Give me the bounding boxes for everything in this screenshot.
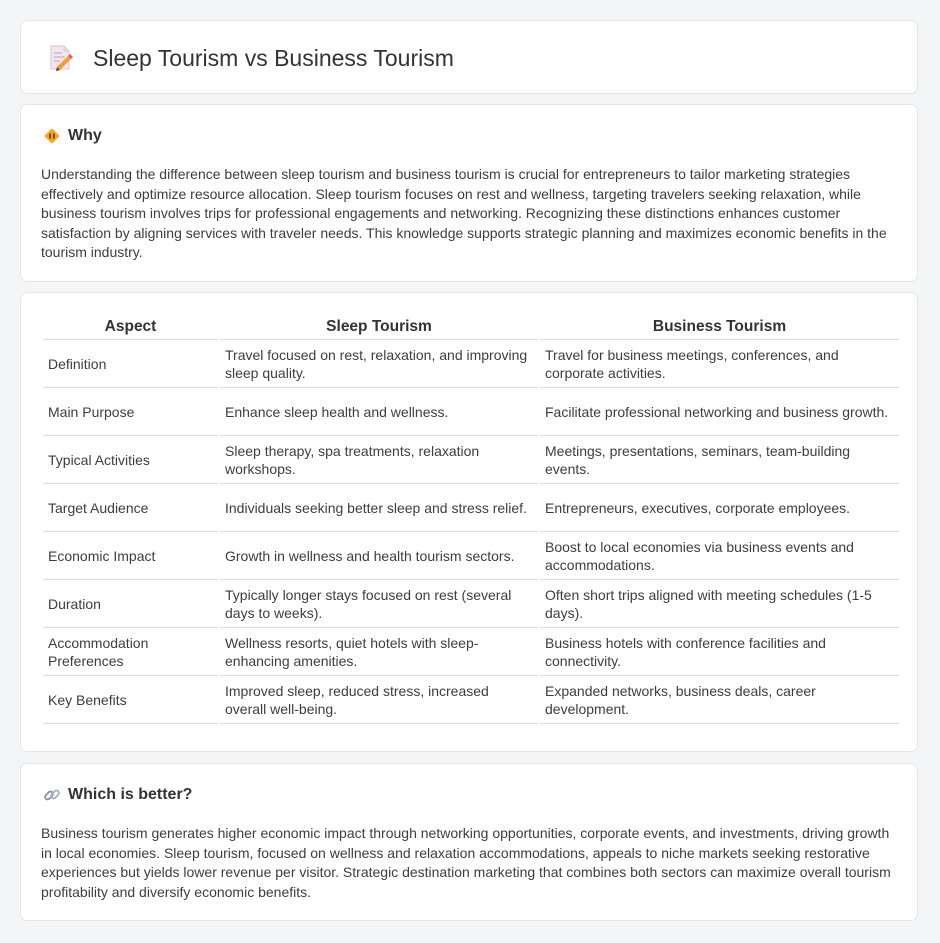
table-row xyxy=(43,676,899,724)
row-aspect: Economic Impact xyxy=(43,532,218,580)
row-aspect: Accommodation Preferences xyxy=(43,628,218,676)
row-sleep: Improved sleep, reduced stress, increased overall well-being. xyxy=(220,676,538,724)
page-title: Sleep Tourism vs Business Tourism xyxy=(93,44,454,71)
table-row xyxy=(43,388,899,436)
table-row xyxy=(43,628,899,676)
row-sleep: Travel focused on rest, relaxation, and improving sleep quality. xyxy=(220,340,538,388)
which-is-better-heading: Which is better? xyxy=(68,786,193,803)
row-aspect: Key Benefits xyxy=(43,676,218,724)
table-header-row xyxy=(43,313,899,340)
row-sleep: Growth in wellness and health tourism sectors. xyxy=(220,532,538,580)
why-heading: Why xyxy=(68,127,102,144)
table-row xyxy=(43,484,899,532)
table-row xyxy=(43,580,899,628)
row-sleep: Sleep therapy, spa treatments, relaxation workshops. xyxy=(220,436,538,484)
row-business: Facilitate professional networking and business growth. xyxy=(540,388,899,436)
header-sleep-tourism: Sleep Tourism xyxy=(220,313,538,340)
row-business: Expanded networks, business deals, career development. xyxy=(540,676,899,724)
title-card xyxy=(20,20,918,94)
table-row xyxy=(43,436,899,484)
header-business-tourism: Business Tourism xyxy=(540,313,899,340)
diamond-warning-icon xyxy=(43,127,61,145)
table-row xyxy=(43,532,899,580)
which-is-better-text: Business tourism generates higher economic impact through networking opportunities, corporate events, and investments, driving growth in local economies. Sleep tourism, focused on wellness and relaxation accommodations, appeals to niche markets seeking restorative experiences but yields lower revenue per visitor. Strategic destination marketing that combines both sectors can maximize overall tourism profitability and diversify economic benefits. xyxy=(41,825,891,900)
row-business: Entrepreneurs, executives, corporate employees. xyxy=(540,484,899,532)
row-sleep: Typically longer stays focused on rest (several days to weeks). xyxy=(220,580,538,628)
header-aspect: Aspect xyxy=(43,313,218,340)
row-business: Business hotels with conference facilities and connectivity. xyxy=(540,628,899,676)
row-aspect: Target Audience xyxy=(43,484,218,532)
why-text: Understanding the difference between sleep tourism and business tourism is crucial for entrepreneurs to tailor marketing strategies effectively and optimize resource allocation. Sleep tourism focuses on rest and wellness, targeting travelers seeking relaxation, while business tourism involves trips for professional engagements and networking. Recognizing these distinctions enhances customer satisfaction by aligning services with traveler needs. This knowledge supports strategic planning and maximizes economic benefits in the tourism industry. xyxy=(41,166,887,261)
row-business: Boost to local economies via business events and accommodations. xyxy=(540,532,899,580)
row-business: Often short trips aligned with meeting schedules (1-5 days). xyxy=(540,580,899,628)
document-pencil-icon xyxy=(45,43,75,73)
row-sleep: Individuals seeking better sleep and stress relief. xyxy=(220,484,538,532)
comparison-table xyxy=(41,313,901,724)
link-icon xyxy=(43,786,61,804)
row-business: Travel for business meetings, conferences, and corporate activities. xyxy=(540,340,899,388)
table-row xyxy=(43,340,899,388)
row-business: Meetings, presentations, seminars, team-building events. xyxy=(540,436,899,484)
row-aspect: Duration xyxy=(43,580,218,628)
row-aspect: Definition xyxy=(43,340,218,388)
row-sleep: Wellness resorts, quiet hotels with sleep-enhancing amenities. xyxy=(220,628,538,676)
row-aspect: Main Purpose xyxy=(43,388,218,436)
comparison-card xyxy=(20,292,918,752)
which-is-better-section xyxy=(20,763,918,921)
row-aspect: Typical Activities xyxy=(43,436,218,484)
why-section xyxy=(20,104,918,282)
row-sleep: Enhance sleep health and wellness. xyxy=(220,388,538,436)
